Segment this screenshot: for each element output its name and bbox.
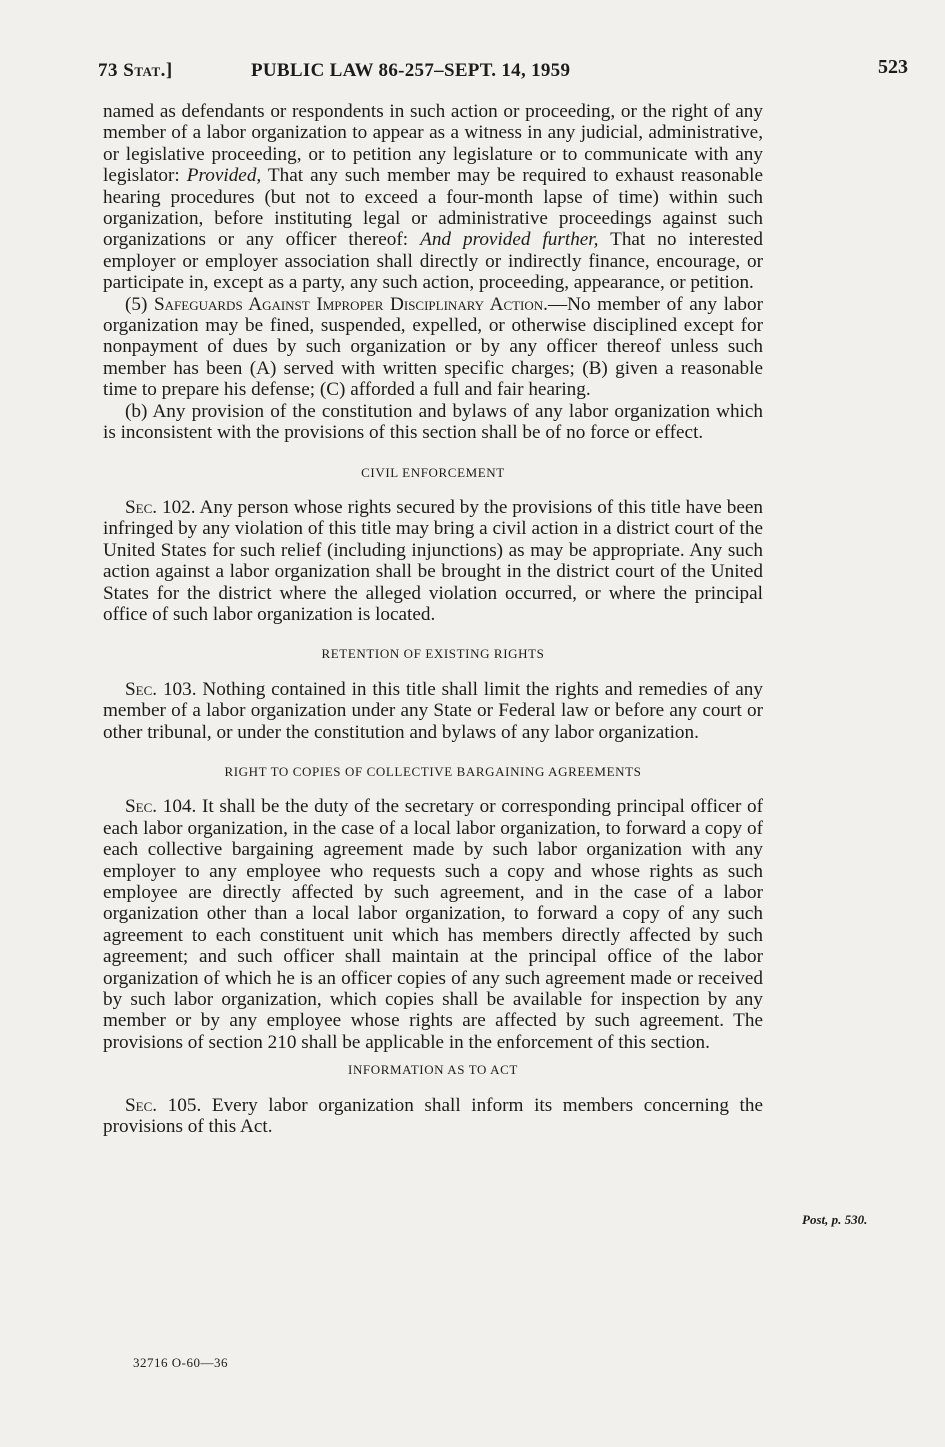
paragraph-b: (b) Any provision of the constitution and bylaws of any labor organization which is inconsistent with the provisions of this section shall be of no force or effect.: [103, 400, 763, 444]
stat-reference: 73 Stat.]: [98, 60, 173, 81]
section-103: Sec. 103. Nothing contained in this title shall limit the rights and remedies of any member of a labor organization under any State or Federal law or before any court or other tribunal, or under the constitution and bylaws of any labor organization.: [103, 678, 763, 743]
running-head: [98, 56, 908, 86]
section-102: Sec. 102. Any person whose rights secured by the provisions of this title have been infringed by any violation of this title may bring a civil action in a district court of the United States for such relief (including injunctions) as may be appropriate. Any such action against a labor organization shall be brought in the district court of the United States for the district where the alleged violation occurred, or where the principal office of such labor organization is located.: [103, 496, 763, 625]
print-code: 32716 O-60—36: [133, 1355, 228, 1370]
body-text: [103, 101, 763, 1137]
paragraph-safeguards: (5) Safeguards Against Improper Disciplinary Action.—No member of any labor organization may be fined, suspended, expelled, or otherwise disciplined except for nonpayment of dues by such organization or by any officer thereof unless such member has been (A) served with written specific charges; (B) given a reasonable time to prepare his defense; (C) afforded a full and fair hearing.: [103, 293, 763, 401]
margin-note: Post, p. 530.: [802, 1212, 868, 1227]
heading-retention: RETENTION OF EXISTING RIGHTS: [321, 646, 545, 662]
page-number: 523: [878, 56, 908, 78]
heading-copies: RIGHT TO COPIES OF COLLECTIVE BARGAINING AGREEMENTS: [224, 763, 642, 779]
section-label: Sec. 103.: [125, 678, 197, 700]
section-label: Sec. 102.: [125, 496, 196, 518]
section-label: Sec. 105.: [125, 1094, 202, 1116]
section-label: Sec. 104.: [125, 796, 197, 818]
provided-proviso: Provided,: [186, 165, 262, 187]
safeguards-caption: Safeguards Against Improper Disciplinary Action.: [153, 293, 548, 315]
heading-information: INFORMATION AS TO ACT: [348, 1062, 518, 1078]
section-104: Sec. 104. It shall be the duty of the secretary or corresponding principal officer of each labor organization, in the case of a local labor organization, to forward a copy of each collective bargaining agreement made by such labor organization with any employer to any employee who requests such a copy and whose rights as such employee are directly affected by such agreement, and in the case of a labor organization other than a local labor organization, to forward a copy of any such agreement to each constituent unit which has members directly affected by such agreement; and such officer shall maintain at the principal office of the labor organization of which he is an officer copies of any such agreement made or received by such labor organization, which copies shall be available for inspection by any member or by any employee whose rights are affected by such agreement. The provisions of section 210 shall be applicable in the enforcement of this section.: [103, 796, 763, 1053]
section-105: Sec. 105. Every labor organization shall inform its members concerning the provisions of this Act.: [103, 1094, 763, 1138]
paragraph-continued: named as defendants or respondents in such action or proceeding, or the right of any member of a labor organization to appear as a witness in any judicial, administrative, or legislative proceeding, or to petition any legislature or to communicate with any legislator: Provided, That any such member may be required to exhaust reasonable hearing procedures (but not to exceed a four-month lapse of time) within such organization, before instituting legal or administrative proceedings against such organizations or any officer thereof: And provided further, That no interested employer or employer association shall directly or indirectly finance, encourage, or participate in, except as a party, any such action, proceeding, appearance, or petition.: [103, 101, 764, 294]
heading-civil-enforcement: CIVIL ENFORCEMENT: [361, 464, 505, 480]
provided-further-proviso: And provided further,: [420, 229, 599, 251]
running-title: PUBLIC LAW 86-257–SEPT. 14, 1959: [251, 60, 571, 81]
